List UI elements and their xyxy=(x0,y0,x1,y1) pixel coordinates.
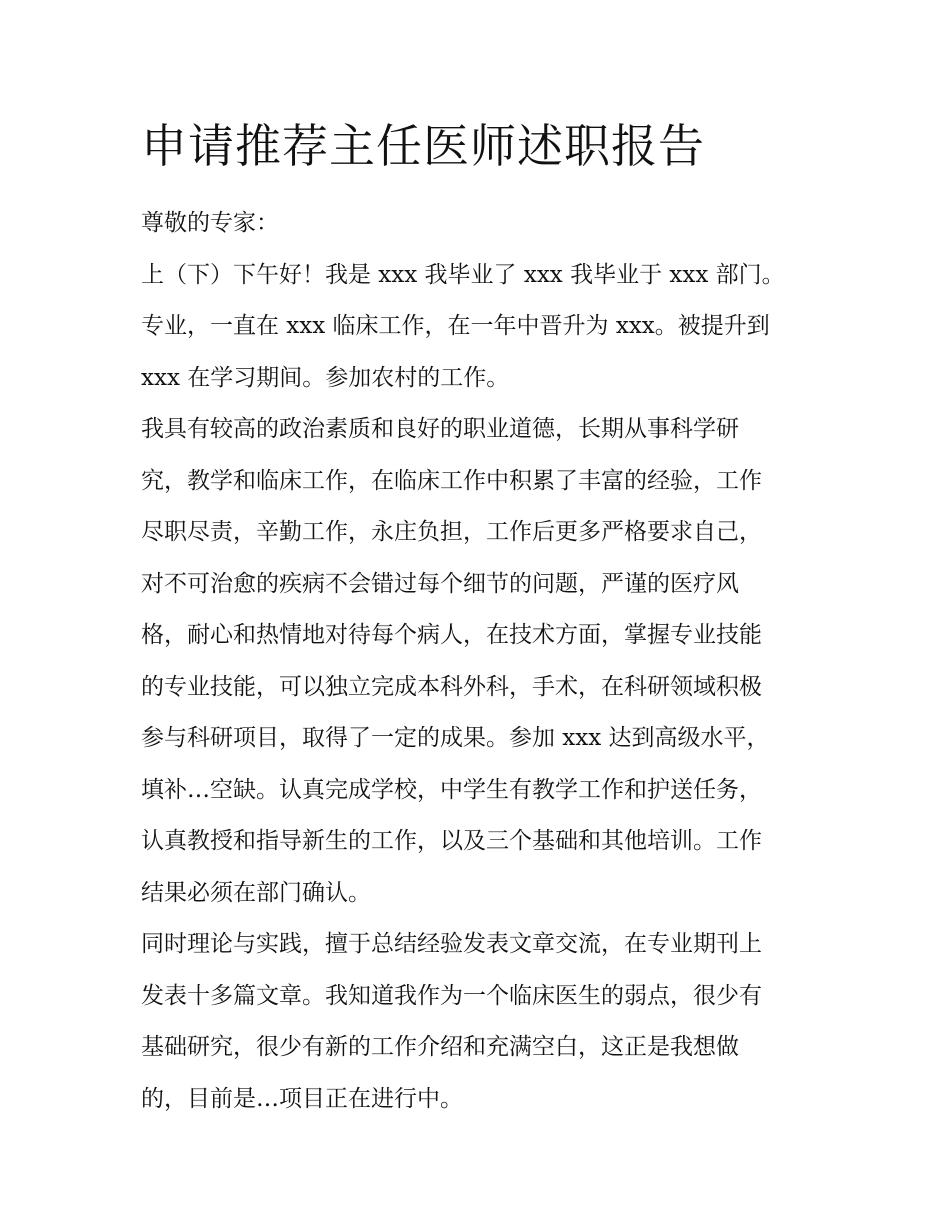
text-line: 上（下）下午好！我是 xxx 我毕业了 xxx 我毕业于 xxx 部门。 xyxy=(141,261,785,288)
text-line: 认真教授和指导新生的工作，以及三个基础和其他培训。工作 xyxy=(141,828,762,854)
text-line: xxx 在学习期间。参加农村的工作。 xyxy=(141,364,510,391)
document-body xyxy=(141,198,821,1125)
text-line: 填补…空缺。认真完成学校，中学生有教学工作和护送任务， xyxy=(141,776,762,803)
text-line: 专业，一直在 xxx 临床工作，在一年中晋升为 xxx。被提升到 xyxy=(141,313,770,339)
text-line: 我具有较高的政治素质和良好的职业道德，长期从事科学研 xyxy=(141,416,739,442)
text-line: 格，耐心和热情地对待每个病人，在技术方面，掌握专业技能 xyxy=(141,622,762,648)
text-line: 发表十多篇文章。我知道我作为一个临床医生的弱点，很少有 xyxy=(141,982,762,1009)
text-line: 的专业技能，可以独立完成本科外科，手术，在科研领域积极 xyxy=(141,673,762,700)
text-line: 究，教学和临床工作，在临床工作中积累了丰富的经验，工作 xyxy=(141,467,762,494)
text-line: 结果必须在部门确认。 xyxy=(141,879,371,906)
salutation-line: 尊敬的专家： xyxy=(141,210,279,236)
text-line: 的，目前是…项目正在进行中。 xyxy=(141,1085,463,1112)
text-line: 基础研究，很少有新的工作介绍和充满空白，这正是我想做 xyxy=(141,1034,739,1060)
text-line: 参与科研项目，取得了一定的成果。参加 xxx 达到高级水平， xyxy=(141,725,770,751)
text-line: 对不可治愈的疾病不会错过每个细节的问题，严谨的医疗风 xyxy=(141,570,739,597)
text-line: 同时理论与实践，擅于总结经验发表文章交流，在专业期刊上 xyxy=(141,931,762,957)
document-title: 申请推荐主任医师述职报告 xyxy=(141,119,705,173)
text-line: 尽职尽责，辛勤工作，永庄负担，工作后更多严格要求自己， xyxy=(141,519,762,545)
